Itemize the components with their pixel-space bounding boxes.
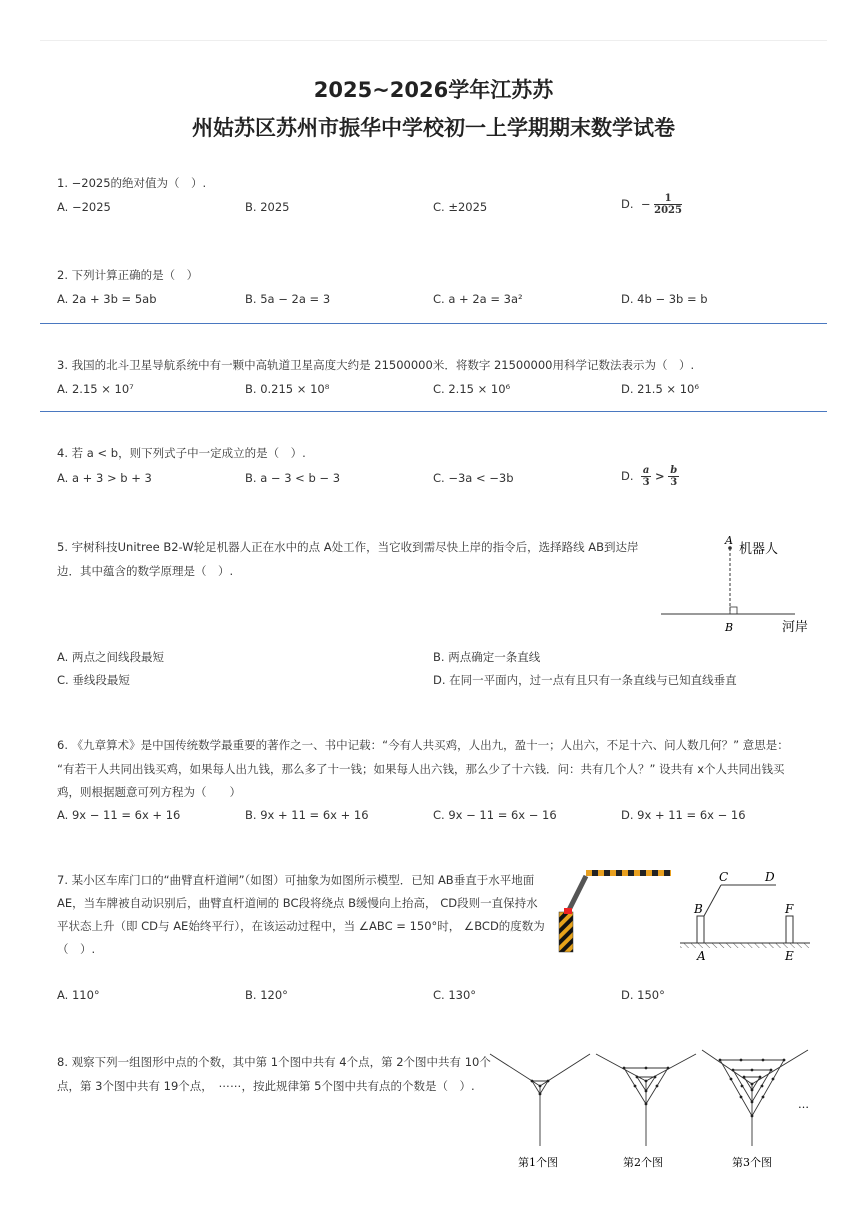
question-3-stem: 3. 我国的北斗卫星导航系统中有一颗中高轨道卫星高度大约是 21500000米．将数字 21500000用科学记数法表示为（ ）. xyxy=(57,358,695,372)
q5-label-a: A xyxy=(725,534,733,547)
q7-option-c[interactable]: C. 130° xyxy=(433,988,477,1002)
question-5-stem-line2: 边．其中蕴含的数学原理是（ ）. xyxy=(57,564,234,578)
q1-option-d[interactable] xyxy=(621,193,682,216)
q8-figure-1 xyxy=(490,1054,590,1146)
question-2-stem: 2. 下列计算正确的是（ ） xyxy=(57,268,199,282)
q6-option-c[interactable]: C. 9x − 11 = 6x − 16 xyxy=(433,808,557,822)
q5-option-c[interactable]: C. 垂线段最短 xyxy=(57,673,130,687)
q7-barrier-arm-cd-icon xyxy=(586,870,671,876)
q8-figure-1-label: 第1个图 xyxy=(518,1156,558,1169)
q8-figure-2 xyxy=(596,1054,696,1146)
q5-label-bank: 河岸 xyxy=(782,620,809,635)
q7-option-d[interactable]: D. 150° xyxy=(621,988,665,1002)
q4-fraction-b xyxy=(668,465,679,488)
q7-label-d: D xyxy=(765,870,775,884)
question-6-stem-line3: 鸡，则根据题意可列方程为（ ） xyxy=(57,785,241,799)
q3-option-c[interactable]: C. 2.15 × 10⁶ xyxy=(433,382,511,396)
q1-option-c[interactable]: C. ±2025 xyxy=(433,200,488,214)
q5-option-b[interactable]: B. 两点确定一条直线 xyxy=(433,650,541,664)
q7-barrier-light-icon xyxy=(564,908,572,914)
q4-fraction-b-den: 3 xyxy=(670,477,678,488)
top-divider xyxy=(40,40,827,41)
q2-option-d[interactable]: D. 4b − 3b = b xyxy=(621,292,708,306)
question-7-stem-line4: （ ）. xyxy=(57,942,96,956)
q1-option-b[interactable]: B. 2025 xyxy=(245,200,290,214)
q6-option-d[interactable]: D. 9x + 11 = 6x − 16 xyxy=(621,808,746,822)
q5-label-b: B xyxy=(725,621,734,634)
q4-fraction-a-den: 3 xyxy=(642,477,650,488)
q5-option-d[interactable]: D. 在同一平面内，过一点有且只有一条直线与已知直线垂直 xyxy=(433,673,737,687)
q7-barrier-illustration xyxy=(556,864,671,954)
q1-option-a[interactable]: A. −2025 xyxy=(57,200,111,214)
q2-option-b[interactable]: B. 5a − 2a = 3 xyxy=(245,292,331,306)
q5-label-robot: 机器人 xyxy=(739,542,779,557)
q5-option-a[interactable]: A. 两点之间线段最短 xyxy=(57,650,164,664)
q8-figure-2-label: 第2个图 xyxy=(623,1156,663,1169)
q1-option-d-label: D. xyxy=(621,197,634,211)
q4-fraction-a xyxy=(641,465,651,488)
q7-option-a[interactable]: A. 110° xyxy=(57,988,100,1002)
q3-option-b[interactable]: B. 0.215 × 10⁸ xyxy=(245,382,330,396)
q4-option-d-label: D. xyxy=(621,469,634,483)
q7-segment-bc xyxy=(704,885,721,916)
q4-option-b[interactable]: B. a − 3 < b − 3 xyxy=(245,471,341,485)
q7-label-e: E xyxy=(785,949,794,963)
section-divider-2 xyxy=(40,411,827,412)
q5-figure xyxy=(655,530,820,640)
q8-figure-3-label: 第3个图 xyxy=(732,1156,772,1169)
question-7-stem-line3: 平状态上升（即 CD与 AE始终平行），在该运动过程中，当 ∠ABC = 150°时， ∠BCD的度数为 xyxy=(57,919,545,933)
question-7-stem-line2: AE，当车牌被自动识别后，曲臂直杆道闸的 BC段将绕点 B缓慢向上抬高， CD段则一直保持水 xyxy=(57,896,538,910)
q6-option-b[interactable]: B. 9x + 11 = 6x + 16 xyxy=(245,808,369,822)
q4-greater-sign: > xyxy=(654,469,665,483)
q1-fraction-denominator: 2025 xyxy=(654,205,682,216)
q7-label-f: F xyxy=(785,902,794,916)
q7-model-figure xyxy=(676,865,816,965)
question-1-stem: 1. −2025的绝对值为（ ）. xyxy=(57,176,207,190)
q2-option-a[interactable]: A. 2a + 3b = 5ab xyxy=(57,292,157,306)
section-divider-1 xyxy=(40,323,827,324)
q7-label-a: A xyxy=(697,949,706,963)
q7-label-c: C xyxy=(719,870,729,884)
q7-post-ef xyxy=(786,916,793,943)
q8-figure-3 xyxy=(702,1050,808,1146)
question-8-stem-line1: 8. 观察下列一组图形中点的个数，其中第 1个图中共有 4个点，第 2个图中共有 10个 xyxy=(57,1055,491,1069)
q8-ellipsis: … xyxy=(798,1098,809,1111)
q2-option-c[interactable]: C. a + 2a = 3a² xyxy=(433,292,523,306)
exam-title-line2: 州姑苏区苏州市振华中学校初一上学期期末数学试卷 xyxy=(192,116,675,140)
q7-barrier-arm-bc-icon xyxy=(568,876,586,912)
q7-option-b[interactable]: B. 120° xyxy=(245,988,288,1002)
q8-pattern-figures xyxy=(486,1046,816,1176)
q1-fraction-numerator: 1 xyxy=(654,193,682,205)
question-8-stem-line2: 点，第 3个图中共有 19个点， ⋯⋯，按此规律第 5个图中共有点的个数是（ ）. xyxy=(57,1079,475,1093)
exam-title-line1: 2025~2026学年江苏苏 xyxy=(313,78,554,102)
q1-option-d-fraction xyxy=(654,193,682,216)
q7-ground-hatch xyxy=(680,943,810,948)
q7-label-b: B xyxy=(694,902,703,916)
question-6-stem-line2: “有若干人共同出钱买鸡，如果每人出九钱，那么多了十一钱；如果每人出六钱，那么少了十六钱．问：共有几个人？” 设共有 x个人共同出钱买 xyxy=(57,762,785,776)
q4-fraction-b-num: b xyxy=(670,465,678,476)
q7-barrier-post-icon xyxy=(559,912,573,952)
q6-option-a[interactable]: A. 9x − 11 = 6x + 16 xyxy=(57,808,181,822)
q4-fraction-a-num: a xyxy=(642,465,650,476)
q4-option-d[interactable] xyxy=(621,465,679,488)
q1-option-d-sign: − xyxy=(640,197,651,211)
q4-option-a[interactable]: A. a + 3 > b + 3 xyxy=(57,471,152,485)
q5-right-angle-mark xyxy=(730,607,737,614)
q3-option-a[interactable]: A. 2.15 × 10⁷ xyxy=(57,382,134,396)
q7-post-ab xyxy=(697,916,704,943)
question-6-stem-line1: 6. 《九章算术》是中国传统数学最重要的著作之一、书中记载：“今有人共买鸡，人出九，盈十一；人出六，不足十六、问人数几何？” 意思是： xyxy=(57,738,789,752)
question-4-stem: 4. 若 a < b，则下列式子中一定成立的是（ ）. xyxy=(57,446,306,460)
q3-option-d[interactable]: D. 21.5 × 10⁶ xyxy=(621,382,699,396)
question-5-stem-line1: 5. 宇树科技Unitree B2-W轮足机器人正在水中的点 A处工作，当它收到需尽快上岸的指令后，选择路线 AB到达岸 xyxy=(57,540,639,554)
question-7-stem-line1: 7. 某小区车库门口的“曲臂直杆道闸”（如图）可抽象为如图所示模型．已知 AB垂直于水平地面 xyxy=(57,873,535,887)
q4-option-c[interactable]: C. −3a < −3b xyxy=(433,471,514,485)
